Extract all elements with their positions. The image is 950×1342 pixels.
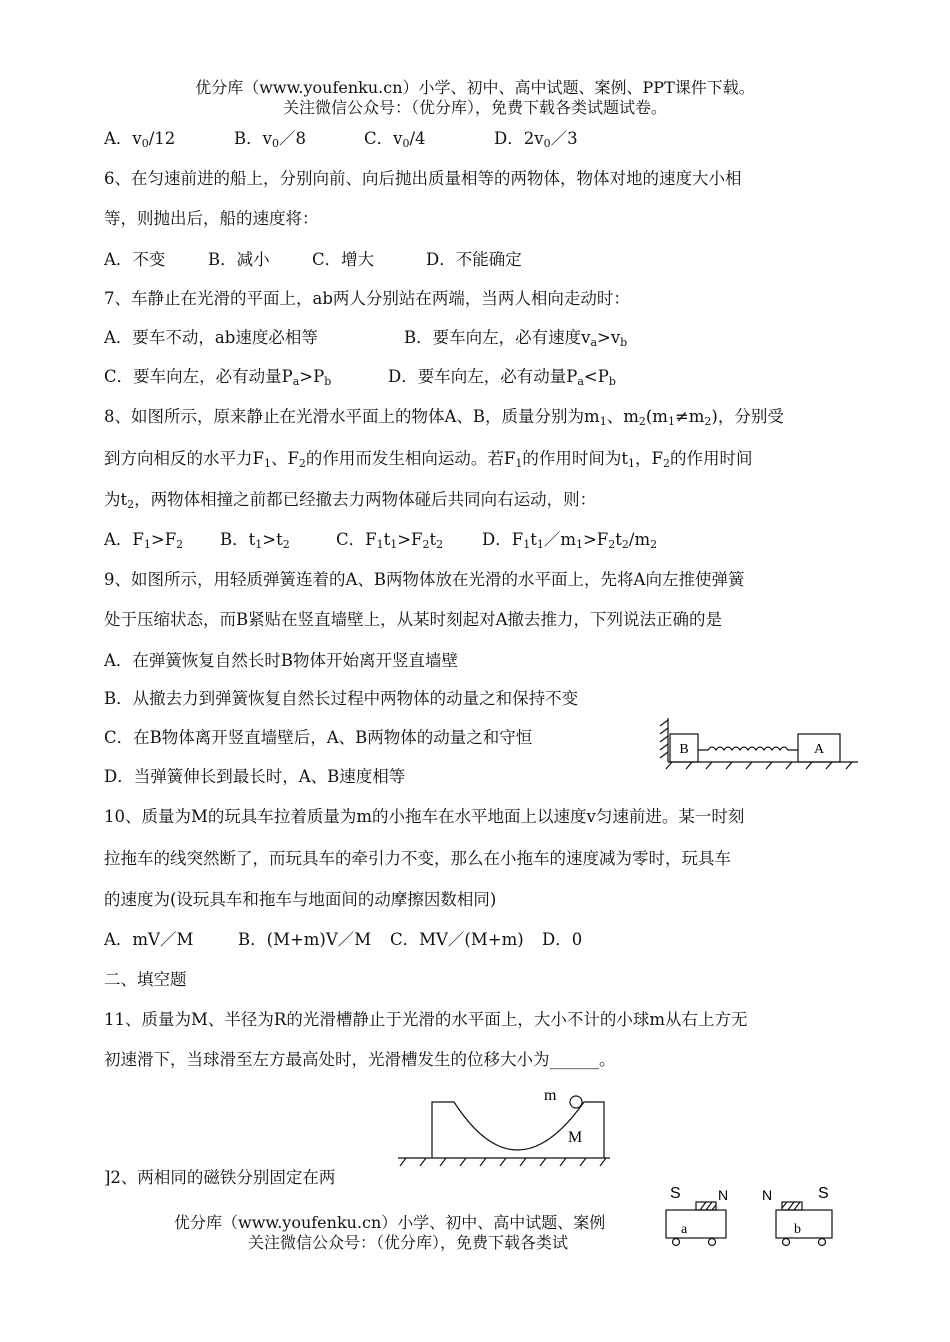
q11-stem-line-1: 11、质量为M、半径为R的光滑槽静止于光滑的水平面上，大小不计的小球m从右上方无 [104,1010,748,1029]
q5-option-c: C．$v_0/4$ [364,129,426,150]
q6-option-d: D．不能确定 [426,250,522,269]
magnet-b-hatch [782,1202,800,1210]
header-line-2: 关注微信公众号：（优分库），免费下载各类试题试卷。 [282,98,667,117]
pole-n-left: N [718,1187,729,1203]
q5-option-d: D．$2v_0/3$ [494,129,578,150]
label-m: m [544,1087,557,1104]
q6-stem-line-2: 等，则抛出后，船的速度将： [104,209,319,228]
wall-hatch [660,720,668,758]
cart-b-label: b [794,1222,801,1237]
block-a-label: A [813,742,825,757]
q6-stem-line-1: 6、在匀速前进的船上，分别向前、向后抛出质量相等的两物体，物体对地的速度大小相 [104,169,742,188]
q9-stem-line-1: 9、如图所示，用轻质弹簧连着的A、B两物体放在光滑的水平面上，先将A向左推使弹簧 [104,570,745,589]
pole-s-left: S [670,1185,681,1202]
q8-stem-line-3: 为$t_2$，两物体相撞之前都已经撤去力两物体碰后共同向右运动，则： [104,490,597,511]
block-b-label: B [679,742,689,757]
cart-b-wheel-right [819,1239,826,1246]
q8-option-a: A．$F_1>F_2$ [104,530,184,551]
q7-options-row-1 [104,327,627,349]
header-line-1: 优分库（www.youfenku.cn）小学、初中、高中试题、案例、PPT课件下载。 [195,78,755,97]
q6-option-a: A．不变 [104,250,166,269]
q9-option-d: D．当弹簧伸长到最长时，A、B速度相等 [104,767,406,786]
q5-option-b: B．$v_0/8$ [234,129,306,150]
q7-stem: 7、车静止在光滑的平面上，ab两人分别站在两端，当两人相向走动时： [104,289,630,308]
q12-magnet-carts-figure [658,1178,844,1250]
q7-option-d: D．要车向左，必有动量$P_a<P_b$ [388,367,616,388]
pole-s-right: S [818,1185,829,1202]
q8-option-d: D．$F_1t_1/m_1>F_2t_2/m_2$ [482,530,658,551]
q11-groove-figure [398,1080,610,1172]
footer-line-1: 优分库（www.youfenku.cn）小学、初中、高中试题、案例 [174,1213,606,1232]
q10-option-b: B．(M+m)V／M [238,930,372,949]
q6-options [104,249,522,271]
q10-stem-line-1: 10、质量为M的玩具车拉着质量为m的小拖车在水平地面上以速度v匀速前进。某一时刻 [104,807,745,826]
q9-option-a: A．在弹簧恢复自然长时B物体开始离开竖直墙壁 [104,651,459,670]
q8-stem-line-2: 到方向相反的水平力$F_1$、$F_2$的作用而发生相向运动。若$F_1$的作用时间为$t_1$，$F_2$的作用时间 [104,449,753,470]
q12-stem-line-1: ]2、两相同的磁铁分别固定在两 [104,1168,336,1187]
q9-option-b: B．从撤去力到弹簧恢复自然长过程中两物体的动量之和保持不变 [104,689,579,708]
q5-options [104,128,578,150]
q10-options [104,929,582,951]
cart-a-wheel-left [673,1239,680,1246]
q10-stem-line-3: 的速度为(设玩具车和拖车与地面间的动摩擦因数相同) [104,890,497,909]
q8-option-b: B．$t_1>t_2$ [220,530,290,551]
cart-b [776,1210,832,1238]
spring [698,747,798,750]
q5-option-a: A．$v_0/12$ [104,129,176,150]
q10-option-a: A．mV／M [104,930,194,949]
q10-option-c: C．MV／(M+m) [390,930,524,949]
q10-option-d: D．0 [542,930,583,949]
q6-option-b: B．减小 [208,250,270,269]
floor-hatch [666,762,852,769]
q8-option-c: C．$F_1t_1>F_2t_2$ [336,530,444,551]
magnet-a-hatch [700,1202,716,1210]
cart-a [666,1210,726,1238]
q9-option-c: C．在B物体离开竖直墙壁后，A、B两物体的动量之和守恒 [104,728,533,747]
label-big-m: M [568,1129,583,1146]
q11-stem-line-2: 初速滑下，当球滑至左方最高处时，光滑槽发生的位移大小为______。 [104,1050,616,1069]
q8-stem-line-1: 8、如图所示，原来静止在光滑水平面上的物体A、B，质量分别为$m_1$、$m_2(m_1\ne m_2)$，分别受 [104,407,784,428]
q6-option-c: C．增大 [312,250,375,269]
q7-option-b: B．要车向左，必有速度$v_a>v_b$ [404,328,628,349]
footer-line-2: 关注微信公众号：（优分库），免费下载各类试 [248,1233,569,1252]
section-heading-fill-in: 二、填空题 [104,970,187,989]
q10-stem-line-2: 拉拖车的线突然断了，而玩具车的牵引力不变，那么在小拖车的速度减为零时，玩具车 [104,849,731,868]
pole-n-right: N [762,1187,773,1203]
cart-a-wheel-right [709,1239,716,1246]
q7-option-c: C．要车向左，必有动量$P_a>P_b$ [104,367,332,388]
cart-b-wheel-left [783,1239,790,1246]
q7-options-row-2 [104,366,616,388]
ball-m [570,1096,582,1108]
q9-spring-figure [658,712,864,774]
q9-stem-line-2: 处于压缩状态，而B紧贴在竖直墙壁上，从某时刻起对A撤去推力，下列说法正确的是 [104,610,723,629]
q7-option-a: A．要车不动，ab速度必相等 [104,328,318,347]
ground-hatch [400,1158,606,1166]
q8-options [104,529,657,551]
cart-a-label: a [681,1222,688,1237]
